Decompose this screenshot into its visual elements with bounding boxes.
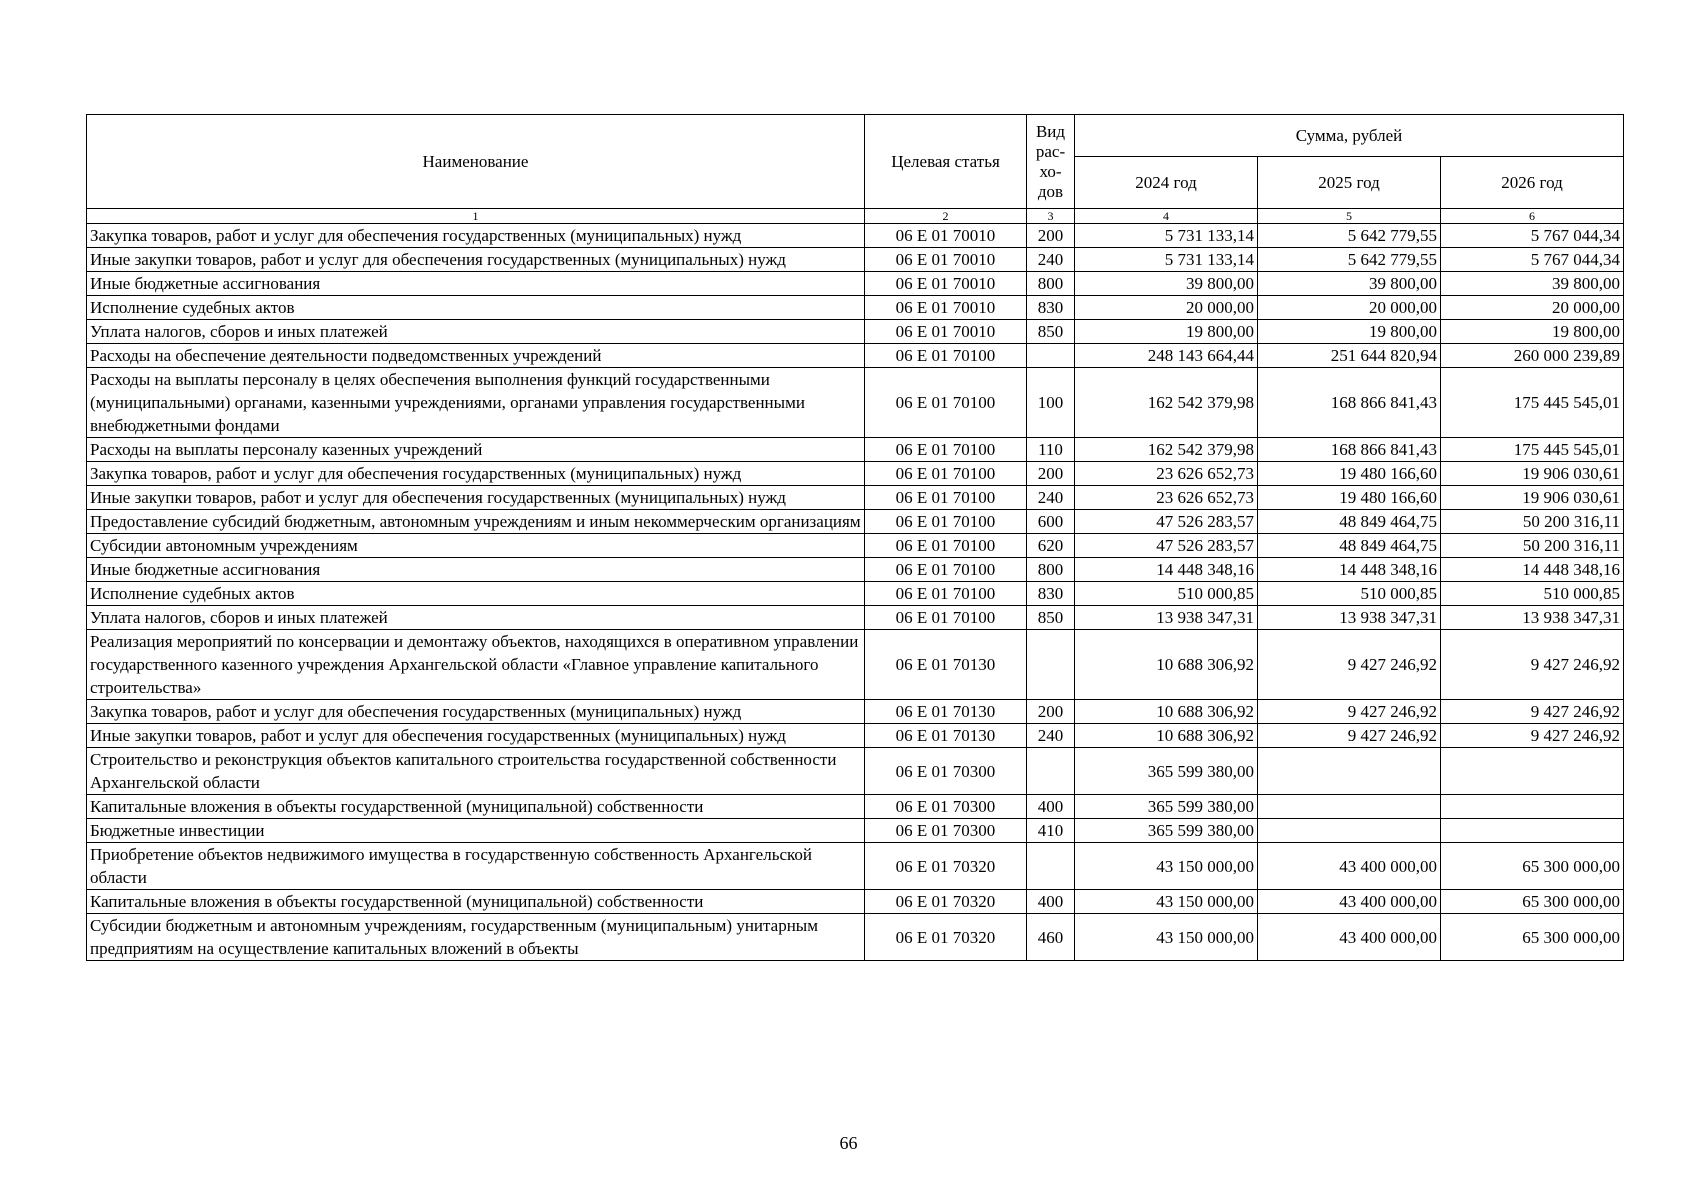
row-sum-2025: 19 800,00 xyxy=(1258,320,1441,344)
row-name: Иные бюджетные ассигнования xyxy=(87,558,865,582)
row-target-article: 06 Е 01 70300 xyxy=(865,819,1027,843)
row-sum-2026: 39 800,00 xyxy=(1441,272,1624,296)
row-sum-2024: 248 143 664,44 xyxy=(1075,344,1258,368)
header-year-2026: 2026 год xyxy=(1441,157,1624,209)
table-row xyxy=(87,914,1624,961)
row-target-article: 06 Е 01 70130 xyxy=(865,630,1027,700)
row-name: Иные закупки товаров, работ и услуг для обеспечения государственных (муниципальных) нужд xyxy=(87,724,865,748)
row-name: Иные закупки товаров, работ и услуг для обеспечения государственных (муниципальных) нужд xyxy=(87,486,865,510)
row-name: Строительство и реконструкция объектов капитального строительства государственной собственности Архангельской области xyxy=(87,748,865,795)
row-name: Приобретение объектов недвижимого имущества в государственную собственность Архангельской области xyxy=(87,843,865,890)
row-sum-2024: 5 731 133,14 xyxy=(1075,224,1258,248)
budget-table xyxy=(86,114,1624,961)
table-body xyxy=(87,224,1624,961)
row-target-article: 06 Е 01 70100 xyxy=(865,606,1027,630)
row-name: Уплата налогов, сборов и иных платежей xyxy=(87,320,865,344)
row-target-article: 06 Е 01 70100 xyxy=(865,486,1027,510)
row-name: Субсидии автономным учреждениям xyxy=(87,534,865,558)
row-sum-2026: 65 300 000,00 xyxy=(1441,890,1624,914)
row-sum-2025: 251 644 820,94 xyxy=(1258,344,1441,368)
row-sum-2026 xyxy=(1441,748,1624,795)
row-name: Субсидии бюджетным и автономным учреждениям, государственным (муниципальным) унитарным предприятиям на осуществление капитальных вложений в объекты xyxy=(87,914,865,961)
row-name: Расходы на выплаты персоналу в целях обеспечения выполнения функций государственными (муниципальными) органами, казенными учреждениями, органами управления государственными внебюджетными фондами xyxy=(87,368,865,438)
table-row xyxy=(87,748,1624,795)
row-sum-2025: 510 000,85 xyxy=(1258,582,1441,606)
row-target-article: 06 Е 01 70010 xyxy=(865,296,1027,320)
row-expense-type: 830 xyxy=(1027,296,1075,320)
row-target-article: 06 Е 01 70010 xyxy=(865,248,1027,272)
table-row xyxy=(87,224,1624,248)
row-name: Исполнение судебных актов xyxy=(87,582,865,606)
row-sum-2026: 9 427 246,92 xyxy=(1441,630,1624,700)
header-expense-type: Вид рас-хо-дов xyxy=(1027,115,1075,209)
row-expense-type xyxy=(1027,344,1075,368)
row-sum-2026: 9 427 246,92 xyxy=(1441,724,1624,748)
row-sum-2026: 19 906 030,61 xyxy=(1441,462,1624,486)
table-row xyxy=(87,510,1624,534)
row-target-article: 06 Е 01 70300 xyxy=(865,748,1027,795)
row-sum-2025: 9 427 246,92 xyxy=(1258,724,1441,748)
row-target-article: 06 Е 01 70100 xyxy=(865,534,1027,558)
row-sum-2024: 47 526 283,57 xyxy=(1075,510,1258,534)
table-row xyxy=(87,438,1624,462)
row-name: Предоставление субсидий бюджетным, автономным учреждениям и иным некоммерческим организациям xyxy=(87,510,865,534)
row-sum-2024: 10 688 306,92 xyxy=(1075,630,1258,700)
row-sum-2026: 50 200 316,11 xyxy=(1441,534,1624,558)
row-sum-2024: 510 000,85 xyxy=(1075,582,1258,606)
row-target-article: 06 Е 01 70320 xyxy=(865,914,1027,961)
row-sum-2025: 5 642 779,55 xyxy=(1258,224,1441,248)
row-expense-type: 830 xyxy=(1027,582,1075,606)
row-target-article: 06 Е 01 70100 xyxy=(865,558,1027,582)
row-sum-2025 xyxy=(1258,819,1441,843)
row-target-article: 06 Е 01 70100 xyxy=(865,438,1027,462)
row-target-article: 06 Е 01 70320 xyxy=(865,843,1027,890)
table-row xyxy=(87,606,1624,630)
row-sum-2025: 19 480 166,60 xyxy=(1258,462,1441,486)
row-sum-2026: 19 906 030,61 xyxy=(1441,486,1624,510)
row-sum-2024: 43 150 000,00 xyxy=(1075,914,1258,961)
row-sum-2026: 65 300 000,00 xyxy=(1441,914,1624,961)
table-row xyxy=(87,368,1624,438)
row-sum-2025: 168 866 841,43 xyxy=(1258,438,1441,462)
row-sum-2024: 23 626 652,73 xyxy=(1075,462,1258,486)
row-sum-2026: 19 800,00 xyxy=(1441,320,1624,344)
row-expense-type: 100 xyxy=(1027,368,1075,438)
column-number: 6 xyxy=(1441,209,1624,224)
table-row xyxy=(87,724,1624,748)
row-target-article: 06 Е 01 70100 xyxy=(865,582,1027,606)
row-name: Капитальные вложения в объекты государственной (муниципальной) собственности xyxy=(87,890,865,914)
table-row xyxy=(87,795,1624,819)
table-row xyxy=(87,819,1624,843)
row-expense-type: 200 xyxy=(1027,700,1075,724)
row-target-article: 06 Е 01 70300 xyxy=(865,795,1027,819)
header-year-2024: 2024 год xyxy=(1075,157,1258,209)
row-expense-type: 400 xyxy=(1027,795,1075,819)
table-row xyxy=(87,700,1624,724)
table-row xyxy=(87,486,1624,510)
column-numbers-row xyxy=(87,209,1624,224)
row-sum-2025: 9 427 246,92 xyxy=(1258,700,1441,724)
row-sum-2024: 43 150 000,00 xyxy=(1075,843,1258,890)
row-sum-2025: 43 400 000,00 xyxy=(1258,914,1441,961)
row-sum-2025: 9 427 246,92 xyxy=(1258,630,1441,700)
row-sum-2026 xyxy=(1441,795,1624,819)
row-name: Закупка товаров, работ и услуг для обеспечения государственных (муниципальных) нужд xyxy=(87,224,865,248)
table-row xyxy=(87,890,1624,914)
row-sum-2024: 14 448 348,16 xyxy=(1075,558,1258,582)
table-row xyxy=(87,248,1624,272)
row-expense-type: 850 xyxy=(1027,320,1075,344)
row-sum-2024: 10 688 306,92 xyxy=(1075,700,1258,724)
table-row xyxy=(87,272,1624,296)
row-expense-type: 240 xyxy=(1027,486,1075,510)
row-expense-type: 110 xyxy=(1027,438,1075,462)
column-number: 3 xyxy=(1027,209,1075,224)
row-sum-2025: 39 800,00 xyxy=(1258,272,1441,296)
row-target-article: 06 Е 01 70100 xyxy=(865,510,1027,534)
column-number: 2 xyxy=(865,209,1027,224)
row-expense-type: 410 xyxy=(1027,819,1075,843)
row-sum-2024: 5 731 133,14 xyxy=(1075,248,1258,272)
row-sum-2026: 50 200 316,11 xyxy=(1441,510,1624,534)
row-sum-2024: 23 626 652,73 xyxy=(1075,486,1258,510)
row-sum-2025 xyxy=(1258,748,1441,795)
row-target-article: 06 Е 01 70010 xyxy=(865,272,1027,296)
row-target-article: 06 Е 01 70130 xyxy=(865,700,1027,724)
row-name: Расходы на обеспечение деятельности подведомственных учреждений xyxy=(87,344,865,368)
row-expense-type: 800 xyxy=(1027,558,1075,582)
row-sum-2026: 175 445 545,01 xyxy=(1441,438,1624,462)
row-expense-type: 240 xyxy=(1027,248,1075,272)
row-expense-type: 200 xyxy=(1027,224,1075,248)
table-row xyxy=(87,843,1624,890)
row-sum-2026: 260 000 239,89 xyxy=(1441,344,1624,368)
row-target-article: 06 Е 01 70130 xyxy=(865,724,1027,748)
row-sum-2024: 365 599 380,00 xyxy=(1075,795,1258,819)
row-sum-2025: 168 866 841,43 xyxy=(1258,368,1441,438)
table-row xyxy=(87,296,1624,320)
row-sum-2025: 13 938 347,31 xyxy=(1258,606,1441,630)
row-target-article: 06 Е 01 70010 xyxy=(865,320,1027,344)
row-sum-2025: 14 448 348,16 xyxy=(1258,558,1441,582)
row-sum-2026: 65 300 000,00 xyxy=(1441,843,1624,890)
row-name: Уплата налогов, сборов и иных платежей xyxy=(87,606,865,630)
row-sum-2024: 365 599 380,00 xyxy=(1075,748,1258,795)
row-expense-type: 460 xyxy=(1027,914,1075,961)
row-sum-2026: 5 767 044,34 xyxy=(1441,224,1624,248)
row-sum-2026: 5 767 044,34 xyxy=(1441,248,1624,272)
row-sum-2026 xyxy=(1441,819,1624,843)
row-name: Иные закупки товаров, работ и услуг для обеспечения государственных (муниципальных) нужд xyxy=(87,248,865,272)
row-sum-2024: 162 542 379,98 xyxy=(1075,368,1258,438)
row-name: Расходы на выплаты персоналу казенных учреждений xyxy=(87,438,865,462)
row-sum-2025: 5 642 779,55 xyxy=(1258,248,1441,272)
row-name: Иные бюджетные ассигнования xyxy=(87,272,865,296)
table-row xyxy=(87,534,1624,558)
row-expense-type xyxy=(1027,843,1075,890)
row-expense-type: 850 xyxy=(1027,606,1075,630)
row-name: Реализация мероприятий по консервации и демонтажу объектов, находящихся в оперативном управлении государственного казенного учреждения Архангельской области «Главное управление капитального строительства» xyxy=(87,630,865,700)
row-expense-type: 400 xyxy=(1027,890,1075,914)
table-row xyxy=(87,630,1624,700)
header-sum: Сумма, рублей xyxy=(1075,115,1624,157)
row-sum-2024: 43 150 000,00 xyxy=(1075,890,1258,914)
row-expense-type: 800 xyxy=(1027,272,1075,296)
row-sum-2026: 20 000,00 xyxy=(1441,296,1624,320)
column-number: 5 xyxy=(1258,209,1441,224)
row-sum-2024: 19 800,00 xyxy=(1075,320,1258,344)
row-sum-2024: 13 938 347,31 xyxy=(1075,606,1258,630)
row-sum-2025: 48 849 464,75 xyxy=(1258,510,1441,534)
row-sum-2025: 20 000,00 xyxy=(1258,296,1441,320)
column-number: 1 xyxy=(87,209,865,224)
table-row xyxy=(87,558,1624,582)
row-sum-2025 xyxy=(1258,795,1441,819)
row-name: Закупка товаров, работ и услуг для обеспечения государственных (муниципальных) нужд xyxy=(87,700,865,724)
row-target-article: 06 Е 01 70100 xyxy=(865,368,1027,438)
table-row xyxy=(87,344,1624,368)
row-sum-2026: 14 448 348,16 xyxy=(1441,558,1624,582)
row-sum-2024: 162 542 379,98 xyxy=(1075,438,1258,462)
row-sum-2024: 10 688 306,92 xyxy=(1075,724,1258,748)
row-expense-type: 240 xyxy=(1027,724,1075,748)
row-expense-type xyxy=(1027,630,1075,700)
row-expense-type: 620 xyxy=(1027,534,1075,558)
row-target-article: 06 Е 01 70320 xyxy=(865,890,1027,914)
row-sum-2025: 48 849 464,75 xyxy=(1258,534,1441,558)
row-target-article: 06 Е 01 70100 xyxy=(865,344,1027,368)
row-name: Бюджетные инвестиции xyxy=(87,819,865,843)
row-expense-type xyxy=(1027,748,1075,795)
row-target-article: 06 Е 01 70010 xyxy=(865,224,1027,248)
row-expense-type: 200 xyxy=(1027,462,1075,486)
row-target-article: 06 Е 01 70100 xyxy=(865,462,1027,486)
row-sum-2026: 175 445 545,01 xyxy=(1441,368,1624,438)
row-sum-2024: 20 000,00 xyxy=(1075,296,1258,320)
column-number: 4 xyxy=(1075,209,1258,224)
row-name: Капитальные вложения в объекты государственной (муниципальной) собственности xyxy=(87,795,865,819)
row-sum-2025: 43 400 000,00 xyxy=(1258,843,1441,890)
row-sum-2025: 43 400 000,00 xyxy=(1258,890,1441,914)
row-sum-2025: 19 480 166,60 xyxy=(1258,486,1441,510)
row-sum-2026: 13 938 347,31 xyxy=(1441,606,1624,630)
row-name: Закупка товаров, работ и услуг для обеспечения государственных (муниципальных) нужд xyxy=(87,462,865,486)
row-sum-2026: 9 427 246,92 xyxy=(1441,700,1624,724)
row-name: Исполнение судебных актов xyxy=(87,296,865,320)
row-sum-2026: 510 000,85 xyxy=(1441,582,1624,606)
table-row xyxy=(87,462,1624,486)
table-row xyxy=(87,320,1624,344)
page-number: 66 xyxy=(839,1133,858,1153)
row-sum-2024: 47 526 283,57 xyxy=(1075,534,1258,558)
row-sum-2024: 39 800,00 xyxy=(1075,272,1258,296)
row-expense-type: 600 xyxy=(1027,510,1075,534)
header-year-2025: 2025 год xyxy=(1258,157,1441,209)
row-sum-2024: 365 599 380,00 xyxy=(1075,819,1258,843)
header-name: Наименование xyxy=(87,115,865,209)
table-row xyxy=(87,582,1624,606)
header-target-article: Целевая статья xyxy=(865,115,1027,209)
